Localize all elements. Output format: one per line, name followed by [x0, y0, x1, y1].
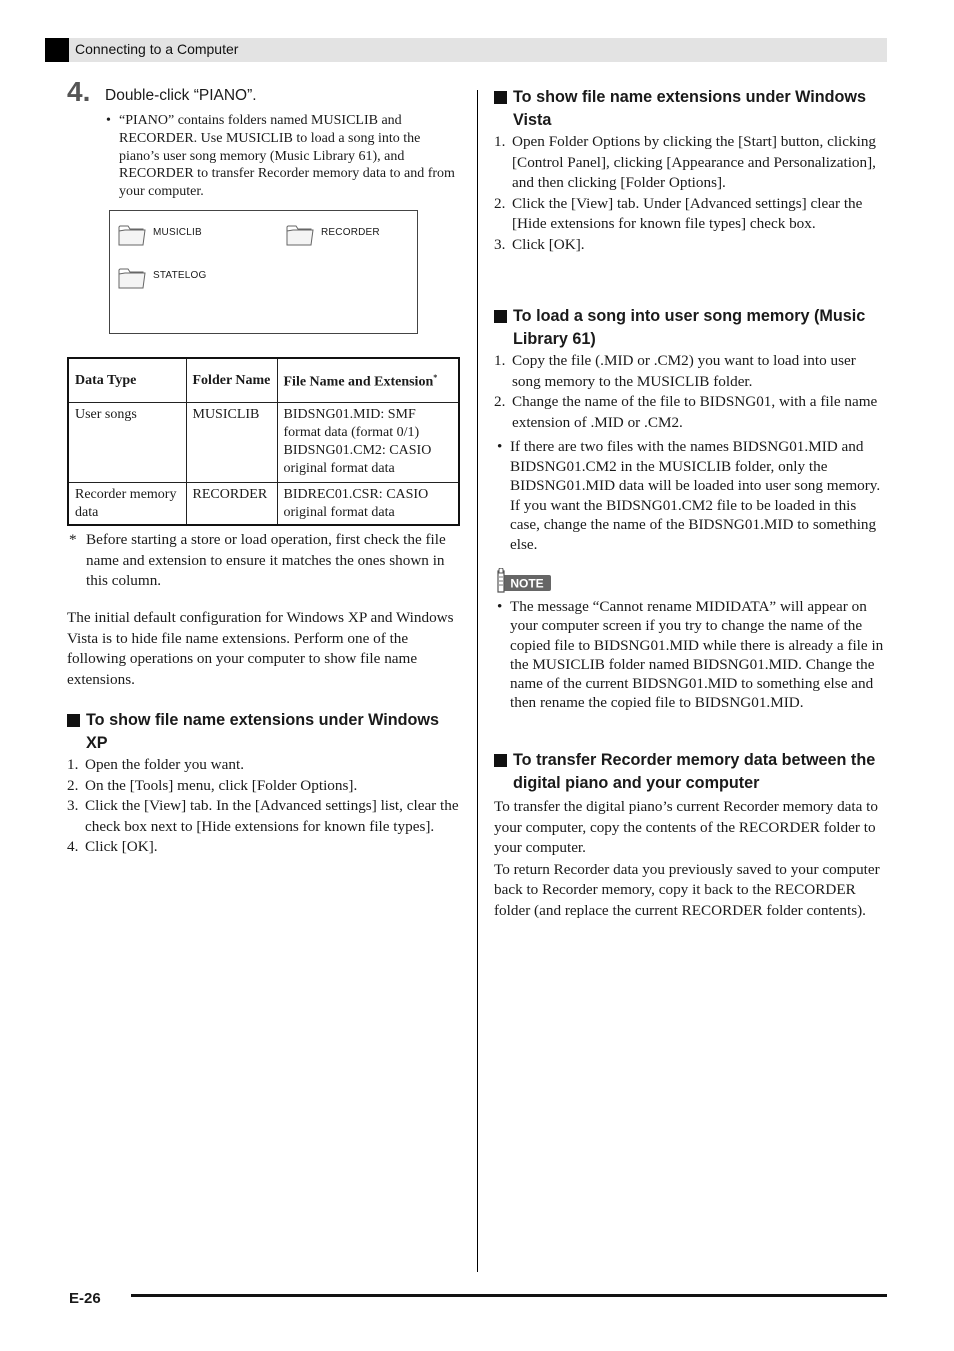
list-item: [67, 755, 459, 776]
step-text: Click [OK].: [85, 838, 158, 855]
folder-window: [109, 210, 418, 334]
step-text: Change the name of the file to BIDSNG01, with a file name extension of .MID or .CM2.: [512, 393, 878, 431]
file-entry: BIDREC01.CSR: CASIO original format data: [283, 486, 429, 520]
table-cell: MUSICLIB: [186, 402, 277, 482]
section-heading-text: To load a song into user song memory (Music Library 61): [513, 307, 866, 348]
step-number: 4.: [67, 76, 91, 107]
step-num: 2.: [494, 393, 506, 410]
section-heading-text: To show file name extensions under Windows XP: [86, 711, 440, 752]
footer-rule: [131, 1294, 887, 1297]
square-bullet-icon: [494, 310, 507, 323]
column-divider: [477, 90, 478, 1272]
folder-label: RECORDER: [321, 227, 380, 238]
table-cell: RECORDER: [186, 482, 277, 525]
step-num: 2.: [494, 194, 506, 212]
step-num: 3.: [67, 797, 79, 814]
table-header-cell: Data Type: [68, 358, 186, 402]
table-cell: User songs: [68, 402, 186, 482]
list-item: [494, 392, 886, 433]
square-bullet-icon: [494, 754, 507, 767]
list-item: [494, 351, 886, 392]
page-number: E-26: [69, 1290, 101, 1307]
load-bullets: [494, 437, 886, 555]
note-badge-text: NOTE: [510, 576, 544, 591]
step-num: 1.: [494, 133, 506, 150]
header-marker-block: [45, 38, 69, 62]
step-text: On the [Tools] menu, click [Folder Options].: [85, 776, 358, 794]
section-heading: [67, 709, 459, 754]
list-item: [67, 796, 459, 837]
folder-icon: [117, 221, 147, 247]
section-title: Connecting to a Computer: [75, 41, 239, 57]
folder-statelog[interactable]: [117, 264, 206, 290]
transfer-para-1: To transfer the digital piano’s current Recorder memory data to your computer, copy the contents of the RECORDER folder to your computer.: [494, 798, 878, 856]
note-block: [494, 597, 886, 713]
table-row: [68, 482, 459, 525]
table-footnote: [67, 530, 459, 592]
table-cell: Recorder memory data: [68, 482, 186, 525]
step-text: Click [OK].: [512, 235, 585, 253]
list-item: [67, 776, 459, 797]
footnote-mark: *: [433, 373, 438, 383]
section-heading: [494, 305, 886, 350]
load-steps: [494, 351, 886, 433]
section-heading: [494, 749, 886, 794]
vista-steps: [494, 132, 886, 255]
step-text: Click the [View] tab. Under [Advanced settings] clear the [Hide extensions for known file types] check box.: [512, 194, 863, 232]
list-item: [494, 132, 886, 194]
folder-recorder[interactable]: [285, 221, 380, 247]
step-instruction: Double-click “PIANO”.: [105, 87, 257, 104]
section-vista: [494, 86, 886, 255]
folder-icon: [285, 221, 315, 247]
step-text: Click the [View] tab. In the [Advanced settings] list, clear the check box next to [Hide extensions for known file types].: [85, 797, 459, 835]
table-cell: [277, 402, 459, 482]
folder-musiclib[interactable]: [117, 221, 202, 247]
step-num: 3.: [494, 235, 506, 253]
footnote-mark: *: [69, 531, 77, 548]
table-header-text: File Name and Extension: [283, 375, 434, 391]
table-row: [68, 402, 459, 482]
file-entry: BIDSNG01.MID: SMF format data (format 0/1): [283, 406, 420, 440]
section-xp: [67, 709, 459, 858]
note-bullets: [494, 597, 886, 713]
transfer-para-2: To return Recorder data you previously saved to your computer back to Recorder memory, copy it back to the RECORDER folder (and replace the current RECORDER folder contents).: [494, 860, 880, 919]
step-num: 1.: [494, 352, 506, 369]
step-num: 4.: [67, 838, 79, 855]
section-heading: [494, 86, 886, 131]
list-item: [494, 194, 886, 235]
step-text: Open Folder Options by clicking the [Start] button, clicking [Control Panel], clicking [Appearance and Personalization], and then clicking [Folder Options].: [512, 133, 877, 191]
table-header-cell: [277, 358, 459, 402]
folder-label: MUSICLIB: [153, 227, 202, 238]
file-entry: BIDSNG01.CM2: CASIO original format data: [283, 442, 432, 476]
list-item: [67, 837, 459, 858]
folder-icon: [117, 264, 147, 290]
intro-paragraph: [67, 608, 459, 690]
section-heading-text: To show file name extensions under Windows Vista: [513, 88, 867, 129]
list-item: [494, 235, 886, 256]
step4-bullet: • “PIANO” contains folders named MUSICLIB and RECORDER. Use MUSICLIB to load a song into the piano’s user song memory (Music Library 61), and RECORDER to transfer Recorder memory data to and from your computer.: [103, 112, 459, 201]
step-text: Copy the file (.MID or .CM2) you want to load into user song memory to the MUSICLIB folder.: [512, 352, 856, 390]
table-header-row: [68, 358, 459, 402]
table-cell: [277, 482, 459, 525]
section-heading-text: To transfer Recorder memory data between the digital piano and your computer: [513, 751, 876, 792]
intro-text: The initial default configuration for Windows XP and Windows Vista is to hide file name extensions. Perform one of the following operations on your computer to show file name extensions.: [67, 609, 454, 688]
xp-steps: [67, 755, 459, 858]
section-load: [494, 305, 886, 555]
file-type-table: [67, 357, 460, 526]
note-icon: [494, 568, 552, 594]
list-item: • If there are two files with the names BIDSNG01.MID and BIDSNG01.CM2 in the MUSICLIB folder, only the BIDSNG01.MID data will be loaded into user song memory. If you want the BIDSNG01.CM2 file to be loaded in this case, change the name of the BIDSNG01.MID to something else.: [494, 437, 886, 555]
footnote-text: Before starting a store or load operation, first check the file name and extension to ensure it matches the ones shown in this column.: [86, 531, 446, 589]
list-item: • The message “Cannot rename MIDIDATA” will appear on your computer screen if you try to change the name of the copied file to BIDSNG01.MID while there is already a file in the MUSICLIB folder named BIDSNG01.MID. Change the name of the current BIDSNG01.MID to something else and then rename the copied file to BIDSNG01.MID.: [494, 597, 886, 713]
section-transfer: [494, 749, 886, 921]
step-text: Open the folder you want.: [85, 756, 245, 773]
step4-bullet-block: [103, 112, 459, 201]
square-bullet-icon: [494, 91, 507, 104]
folder-label: STATELOG: [153, 270, 207, 281]
step-num: 1.: [67, 756, 79, 773]
table-header-cell: Folder Name: [186, 358, 277, 402]
header-bar: [45, 38, 887, 62]
square-bullet-icon: [67, 714, 80, 727]
step-num: 2.: [67, 776, 79, 794]
